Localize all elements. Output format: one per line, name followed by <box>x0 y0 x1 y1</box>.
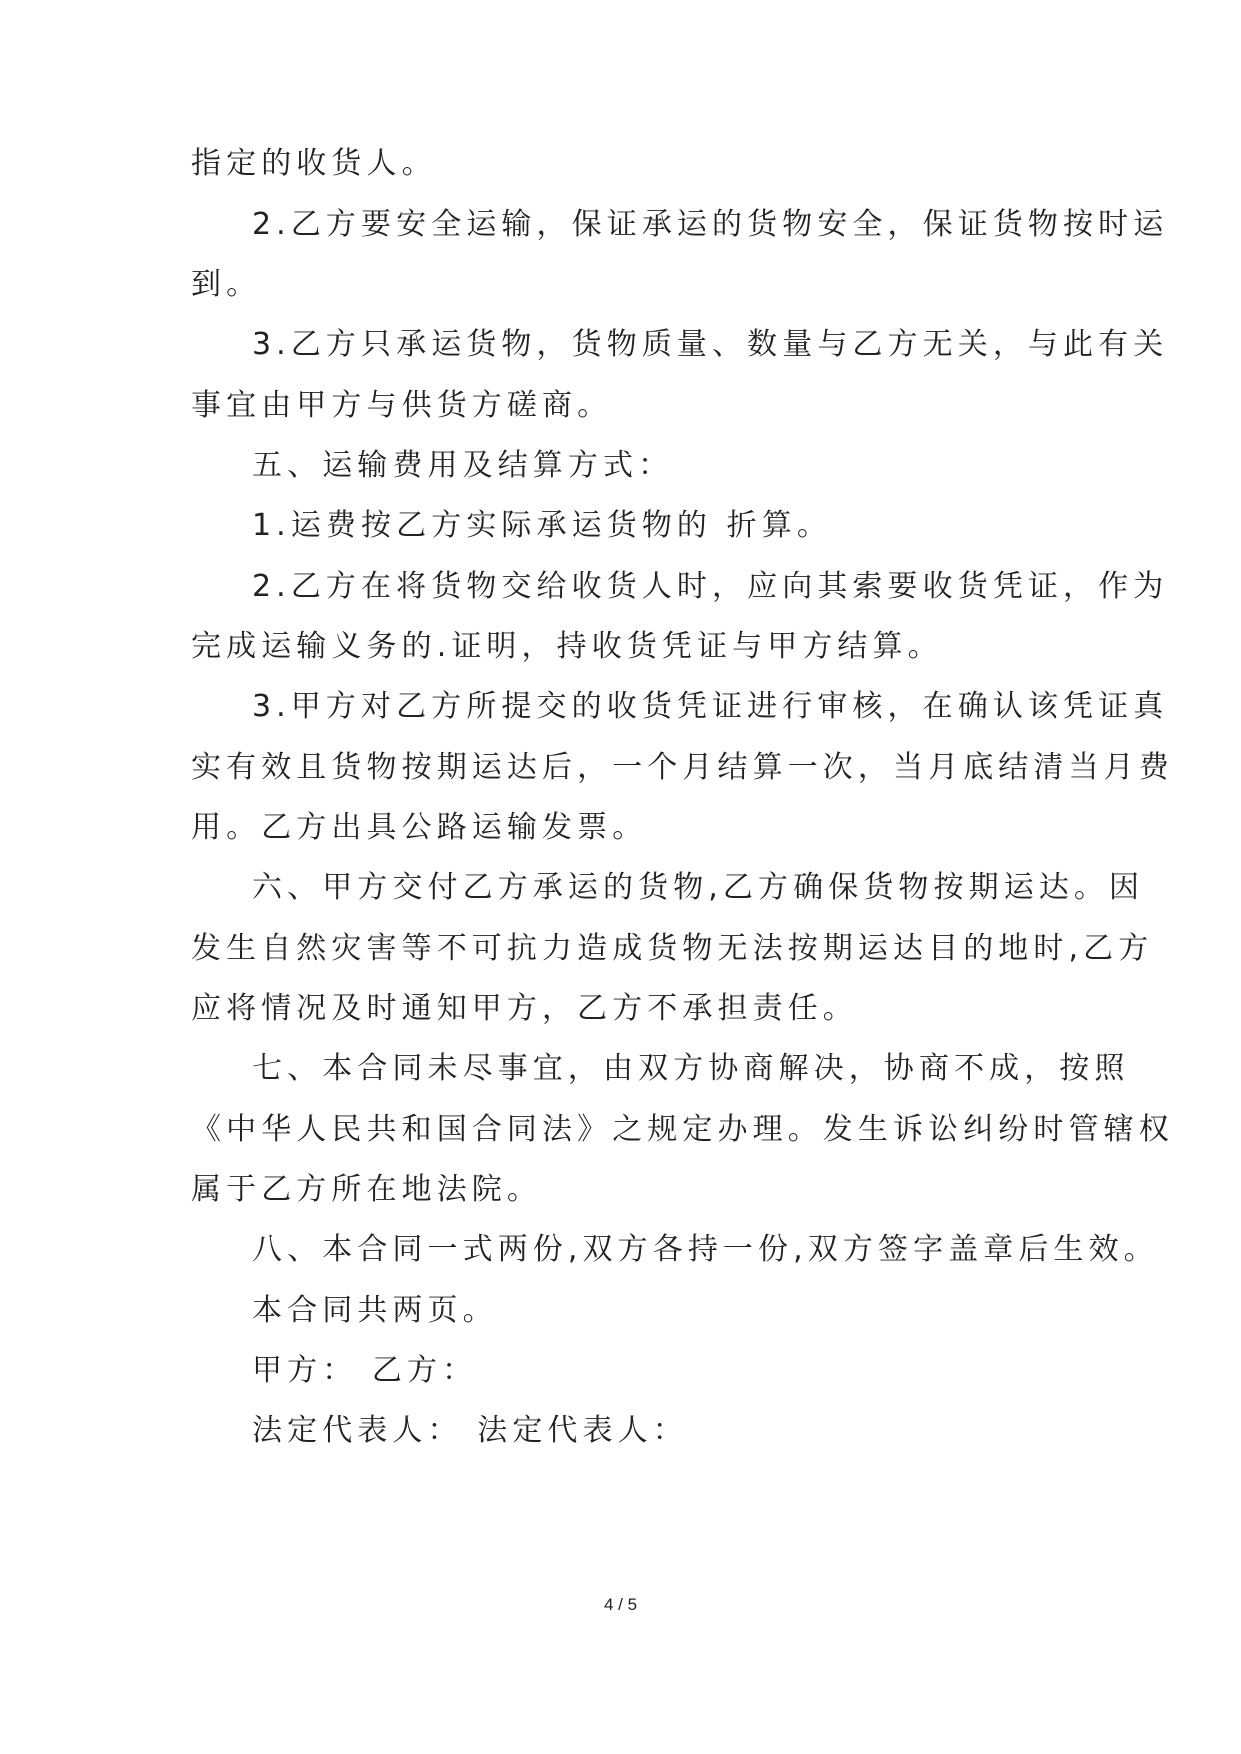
text-line: 1.运费按乙方实际承运货物的 折算。 <box>252 508 832 543</box>
text-line: 2.乙方要安全运输，保证承运的货物安全，保证货物按时运 <box>252 207 1169 242</box>
text-line: 3.乙方只承运货物，货物质量、数量与乙方无关，与此有关 <box>252 327 1169 362</box>
text-line: 2.乙方在将货物交给收货人时，应向其索要收货凭证，作为 <box>252 569 1169 604</box>
text-line: 八、本合同一式两份,双方各持一份,双方签字盖章后生效。 <box>252 1232 1159 1267</box>
text-line: 完成运输义务的.证明，持收货凭证与甲方结算。 <box>191 629 943 664</box>
text-line: 到。 <box>191 267 262 302</box>
text-line: 事宜由甲方与供货方磋商。 <box>191 388 613 423</box>
text-line: 五、运输费用及结算方式： <box>252 448 674 483</box>
page-number: 4 / 5 <box>603 1595 638 1614</box>
text-line: 本合同共两页。 <box>252 1293 498 1328</box>
text-line: 发生自然灾害等不可抗力造成货物无法按期运达目的地时,乙方 <box>191 931 1154 966</box>
text-line: 六、甲方交付乙方承运的货物,乙方确保货物按期运达。因 <box>252 870 1145 905</box>
text-line: 七、本合同未尽事宜，由双方协商解决，协商不成，按照 <box>252 1051 1130 1086</box>
text-line: 属于乙方所在地法院。 <box>191 1172 542 1207</box>
text-line: 指定的收货人。 <box>191 146 437 181</box>
text-line: 法定代表人： 法定代表人： <box>252 1413 688 1448</box>
text-line: 3.甲方对乙方所提交的收货凭证进行审核，在确认该凭证真 <box>252 689 1169 724</box>
text-line: 实有效且货物按期运达后，一个月结算一次，当月底结清当月费 <box>191 750 1174 785</box>
text-line: 甲方： 乙方： <box>252 1353 478 1388</box>
text-line: 《中华人民共和国合同法》之规定办理。发生诉讼纠纷时管辖权 <box>191 1112 1174 1147</box>
text-line: 用。乙方出具公路运输发票。 <box>191 810 648 845</box>
text-line: 应将情况及时通知甲方，乙方不承担责任。 <box>191 991 858 1026</box>
